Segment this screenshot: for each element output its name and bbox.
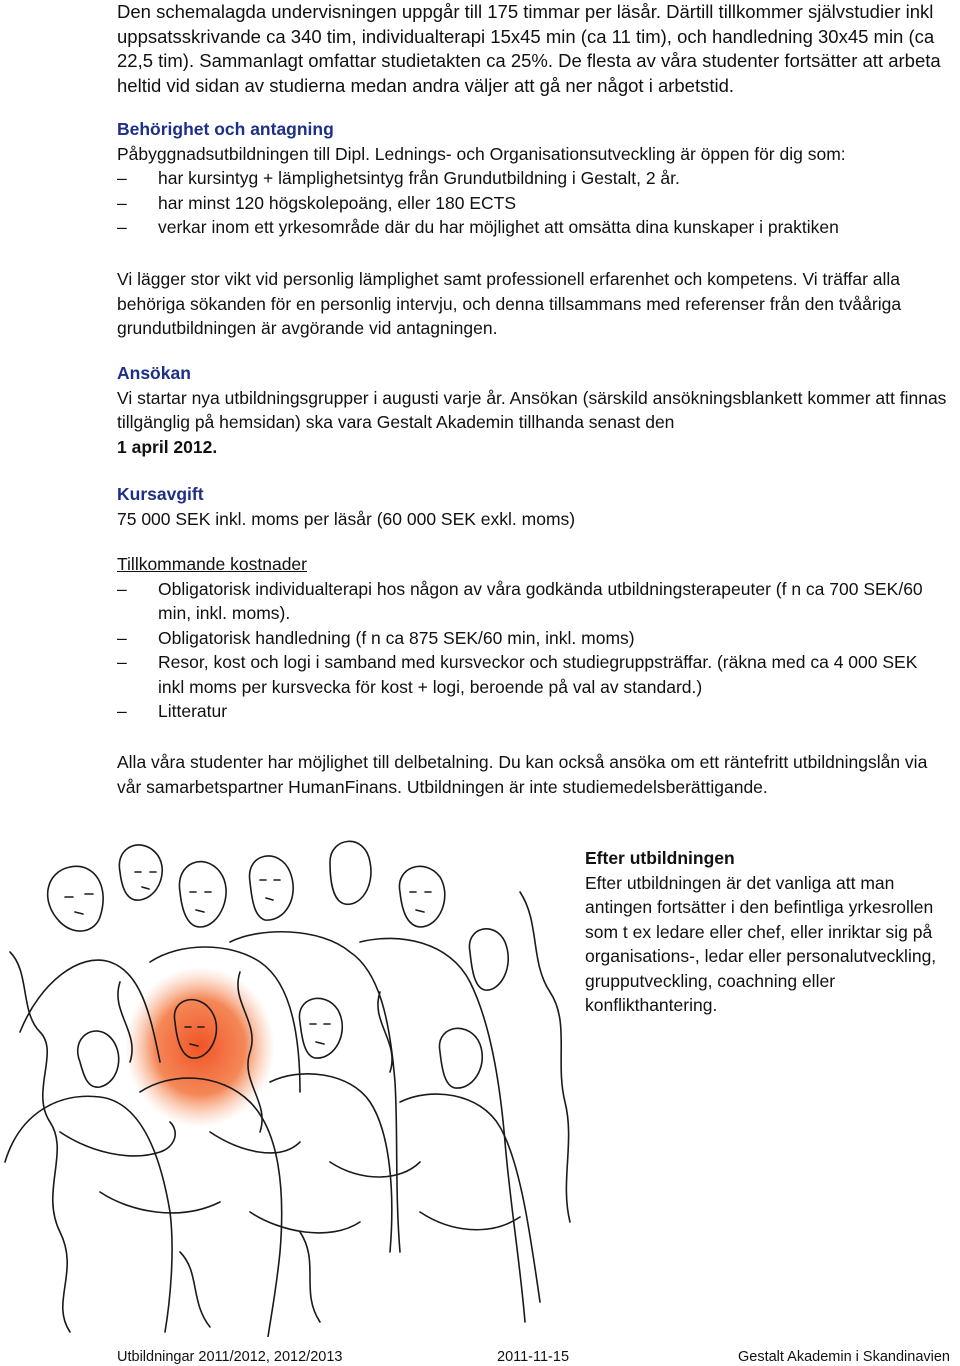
admission-paragraph: Vi lägger stor vikt vid personlig lämplighet samt professionell erfarenhet och kompetens. Vi träffar alla behöriga sökanden för en personlig intervju, och denna tillsammans med referenser från den tvååriga grundutbildningen är avgörande vid antagningen. [117,269,902,338]
payment-paragraph: Alla våra studenter har möjlighet till delbetalning. Du kan också ansöka om ett räntefritt utbildningslån via vår samarbetspartner HumanFinans. Utbildningen är inte studiemedelsberättigande. [117,752,928,797]
after-heading: Efter utbildningen [585,848,735,868]
admission-paragraph-block [117,267,947,341]
list-item [117,166,947,191]
fee-heading: Kursavgift [117,484,204,504]
dash-bullet: – [117,168,127,188]
application-heading: Ansökan [117,363,191,383]
list-item-text: Litteratur [158,701,228,721]
payment-section [117,750,947,799]
intro-paragraph: Den schemalagda undervisningen uppgår till 175 timmar per läsår. Därtill tillkommer självstudier inkl uppsatsskrivande ca 340 tim, individualterapi 15x45 min (ca 11 tim), och handledning 30x45 min (ca 22,5 tim). Sammanlagt omfattar studietakten ca 25%. De flesta av våra studenter fortsätter att arbeta heltid vid sidan av studierna medan andra väljer att gå ner något i arbetstid. [117,1,941,96]
list-item [117,577,947,626]
application-text: Vi startar nya utbildningsgrupper i augusti varje år. Ansökan (särskild ansökningsblankett kommer att finnas tillgänglig på hemsidan) ska vara Gestalt Akademin tillhanda senast den [117,387,947,432]
after-section [585,846,950,1018]
dash-bullet: – [117,652,127,672]
additional-costs-heading: Tillkommande kostnader [117,554,307,574]
list-item-text: Resor, kost och logi i samband med kursveckor och studiegruppsträffar. (räkna med ca 4 000 SEK inkl moms per kursvecka för kost + logi, beroende på val av standard.) [158,652,918,697]
dash-bullet: – [117,192,127,213]
fee-section [117,482,947,531]
list-item [117,191,947,216]
fee-text: 75 000 SEK inkl. moms per läsår (60 000 SEK exkl. moms) [117,508,576,529]
footer-right: Gestalt Akademin i Skandinavien [738,1349,950,1365]
list-item [117,650,947,699]
additional-costs-section [117,552,947,724]
dash-bullet: – [117,701,127,721]
admission-list [117,166,947,240]
dash-bullet: – [117,217,127,237]
application-section [117,361,947,459]
dash-bullet: – [117,578,127,599]
footer-date: 2011-11-15 [497,1349,570,1365]
additional-costs-list [117,577,947,724]
list-item [117,626,947,651]
admission-lead: Påbyggnadsutbildningen till Dipl. Lednings- och Organisationsutveckling är öppen för dig som: [117,143,846,164]
list-item-text: har kursintyg + lämplighetsintyg från Grundutbildning i Gestalt, 2 år. [158,168,680,188]
application-deadline: 1 april 2012. [117,436,218,457]
footer-left: Utbildningar 2011/2012, 2012/2013 [117,1349,343,1365]
people-line-drawing-icon [0,832,580,1337]
admission-section [117,117,947,240]
list-item [117,699,947,724]
list-item-text: Obligatorisk handledning (f n ca 875 SEK/60 min, inkl. moms) [158,627,635,648]
list-item [117,215,947,240]
dash-bullet: – [117,627,127,648]
intro-section [117,0,947,98]
list-item-text: har minst 120 högskolepoäng, eller 180 ECTS [158,192,516,213]
list-item-text: verkar inom ett yrkesområde där du har möjlighet att omsätta dina kunskaper i praktiken [158,217,839,237]
list-item-text: Obligatorisk individualterapi hos någon av våra godkända utbildningsterapeuter (f n ca 700 SEK/60 min, inkl. moms). [158,578,923,623]
after-text: Efter utbildningen är det vanliga att man antingen fortsätter i den befintliga yrkesrollen som t ex ledare eller chef, eller inriktar sig på organisations-, ledar eller personalutveckling, grupputveckling, coachning eller konflikthantering. [585,872,937,1015]
admission-heading: Behörighet och antagning [117,119,334,139]
